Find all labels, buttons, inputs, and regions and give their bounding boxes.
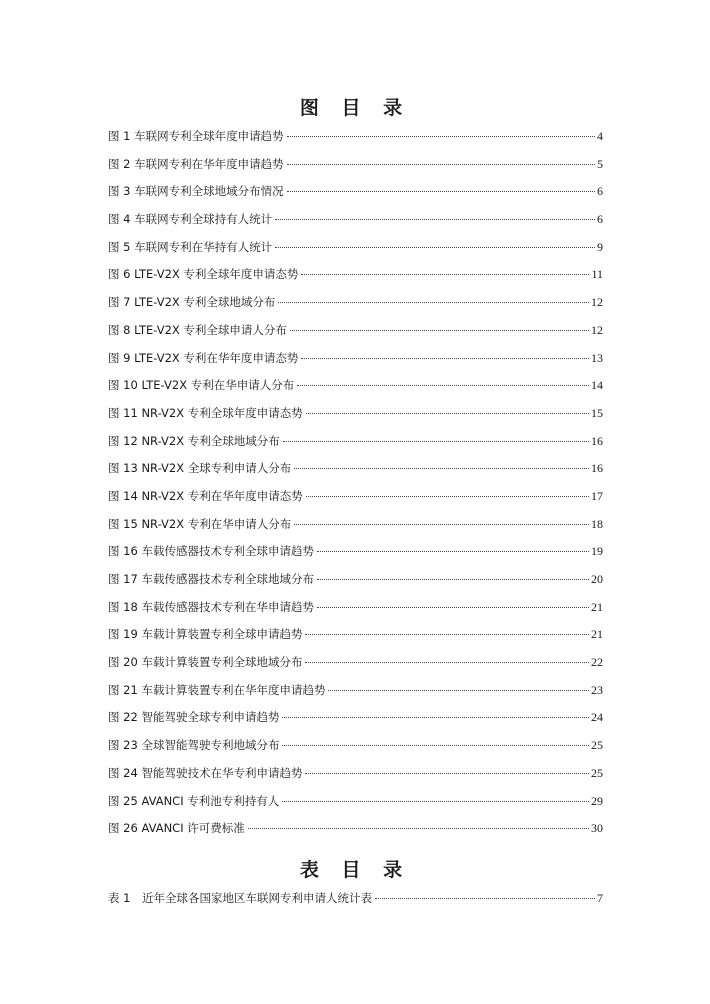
toc-entry-page: 11	[591, 267, 603, 282]
toc-entry[interactable]	[108, 682, 603, 710]
toc-entry-label: 图 4 车联网专利全球持有人统计	[108, 212, 273, 227]
toc-entry-page: 15	[591, 405, 603, 420]
toc-entry-page: 22	[591, 655, 603, 670]
toc-entry-page: 4	[597, 129, 603, 143]
toc-entry-label: 图 8 LTE-V2X 专利全球申请人分布	[108, 322, 287, 337]
toc-entry-label: 图 17 车载传感器技术专利全球地域分布	[108, 572, 314, 586]
toc-entry-label: 图 12 NR-V2X 专利全球地域分布	[108, 433, 280, 448]
toc-entry[interactable]	[108, 890, 603, 918]
table-index-list	[108, 890, 603, 918]
toc-entry[interactable]	[108, 737, 603, 765]
toc-entry-page: 21	[591, 627, 603, 642]
toc-entry[interactable]	[108, 322, 603, 350]
toc-entry-label: 图 20 车载计算装置专利全球地域分布	[108, 655, 303, 670]
dot-leader	[305, 773, 589, 774]
toc-entry[interactable]	[108, 793, 603, 821]
figure-index-title: 图 目 录	[299, 97, 411, 119]
toc-entry[interactable]	[108, 211, 603, 239]
dot-leader	[282, 745, 589, 746]
toc-entry-page: 24	[591, 710, 603, 725]
toc-entry-label: 图 16 车载传感器技术专利全球申请趋势	[108, 544, 314, 559]
toc-entry[interactable]	[108, 516, 603, 544]
toc-entry-page: 6	[597, 212, 603, 227]
dot-leader	[287, 191, 595, 192]
toc-entry[interactable]	[108, 377, 603, 405]
toc-entry-page: 23	[591, 682, 603, 697]
dot-leader	[282, 801, 589, 802]
toc-entry-label: 图 11 NR-V2X 专利全球年度申请态势	[108, 405, 303, 420]
toc-entry-label: 图 5 车联网专利在华持有人统计	[108, 239, 273, 254]
dot-leader	[306, 496, 589, 497]
toc-entry-page: 12	[591, 295, 603, 310]
dot-leader	[283, 441, 589, 442]
dot-leader	[294, 524, 589, 525]
toc-entry-page: 25	[591, 738, 603, 753]
dot-leader	[301, 358, 589, 359]
toc-entry-page: 14	[591, 378, 603, 393]
toc-entry-page: 9	[597, 239, 603, 254]
toc-entry-label: 图 9 LTE-V2X 专利在华年度申请态势	[108, 350, 299, 365]
toc-entry[interactable]	[108, 488, 603, 516]
toc-entry-page: 29	[591, 793, 603, 808]
dot-leader	[317, 607, 589, 608]
dot-leader	[328, 690, 589, 691]
toc-entry-label: 图 23 全球智能驾驶专利地域分布	[108, 738, 280, 753]
toc-entry-page: 6	[597, 184, 603, 199]
toc-entry-page: 25	[591, 765, 603, 780]
toc-entry-label: 图 15 NR-V2X 专利在华申请人分布	[108, 516, 292, 531]
dot-leader	[282, 717, 589, 718]
dot-leader	[317, 579, 589, 580]
toc-entry-label: 表 1 近年全球各国家地区车联网专利申请人统计表	[108, 891, 372, 905]
toc-entry-page: 30	[591, 821, 603, 836]
figure-index-list	[108, 128, 603, 848]
toc-entry-label: 图 1 车联网专利全球年度申请趋势	[108, 129, 284, 143]
dot-leader	[275, 247, 595, 248]
toc-entry[interactable]	[108, 820, 603, 848]
dot-leader	[287, 136, 595, 137]
toc-entry-page: 12	[591, 322, 603, 337]
toc-entry[interactable]	[108, 239, 603, 267]
toc-entry-page: 7	[597, 891, 603, 905]
toc-entry-label: 图 22 智能驾驶全球专利申请趋势	[108, 710, 280, 725]
dot-leader	[248, 828, 589, 829]
toc-entry[interactable]	[108, 128, 603, 156]
dot-leader	[287, 164, 595, 165]
toc-entry-label: 图 25 AVANCI 专利池专利持有人	[108, 793, 280, 808]
dot-leader	[297, 385, 589, 386]
toc-entry[interactable]	[108, 626, 603, 654]
toc-entry-label: 图 2 车联网专利在华年度申请趋势	[108, 156, 284, 171]
toc-entry-label: 图 6 LTE-V2X 专利全球年度申请态势	[108, 267, 299, 282]
toc-entry-label: 图 3 车联网专利全球地域分布情况	[108, 184, 284, 199]
toc-entry[interactable]	[108, 433, 603, 461]
toc-entry[interactable]	[108, 571, 603, 599]
toc-entry[interactable]	[108, 460, 603, 488]
toc-entry-label: 图 21 车载计算装置专利在华年度申请趋势	[108, 682, 326, 697]
toc-entry[interactable]	[108, 294, 603, 322]
dot-leader	[317, 551, 589, 552]
dot-leader	[301, 274, 589, 275]
toc-entry-page: 16	[591, 461, 603, 476]
toc-entry-label: 图 24 智能驾驶技术在华专利申请趋势	[108, 765, 303, 780]
toc-entry[interactable]	[108, 183, 603, 211]
dot-leader	[290, 330, 589, 331]
toc-entry-label: 图 14 NR-V2X 专利在华年度申请态势	[108, 488, 303, 503]
toc-entry-page: 18	[591, 516, 603, 531]
toc-entry-page: 17	[591, 488, 603, 503]
toc-entry[interactable]	[108, 599, 603, 627]
toc-entry[interactable]	[108, 405, 603, 433]
toc-entry-label: 图 7 LTE-V2X 专利全球地域分布	[108, 295, 276, 310]
toc-entry[interactable]	[108, 156, 603, 184]
toc-entry-label: 图 18 车载传感器技术专利在华申请趋势	[108, 599, 314, 614]
toc-entry[interactable]	[108, 709, 603, 737]
dot-leader	[306, 413, 589, 414]
toc-entry[interactable]	[108, 350, 603, 378]
dot-leader	[375, 898, 595, 899]
dot-leader	[294, 468, 589, 469]
toc-entry-page: 19	[591, 544, 603, 559]
toc-entry-label: 图 13 NR-V2X 全球专利申请人分布	[108, 461, 292, 476]
toc-entry[interactable]	[108, 266, 603, 294]
toc-entry-page: 13	[591, 350, 603, 365]
toc-entry[interactable]	[108, 765, 603, 793]
dot-leader	[275, 219, 595, 220]
toc-entry-label: 图 10 LTE-V2X 专利在华申请人分布	[108, 378, 295, 393]
toc-entry-label: 图 26 AVANCI 许可费标准	[108, 821, 245, 836]
dot-leader	[305, 634, 589, 635]
dot-leader	[305, 662, 589, 663]
toc-entry-label: 图 19 车载计算装置专利全球申请趋势	[108, 627, 303, 642]
toc-entry-page: 5	[597, 156, 603, 171]
toc-entry-page: 21	[591, 599, 603, 614]
toc-entry-page: 16	[591, 433, 603, 448]
toc-entry[interactable]	[108, 654, 603, 682]
toc-entry-page: 20	[591, 572, 603, 586]
toc-entry[interactable]	[108, 543, 603, 571]
table-index-title: 表 目 录	[299, 859, 411, 881]
dot-leader	[278, 302, 589, 303]
